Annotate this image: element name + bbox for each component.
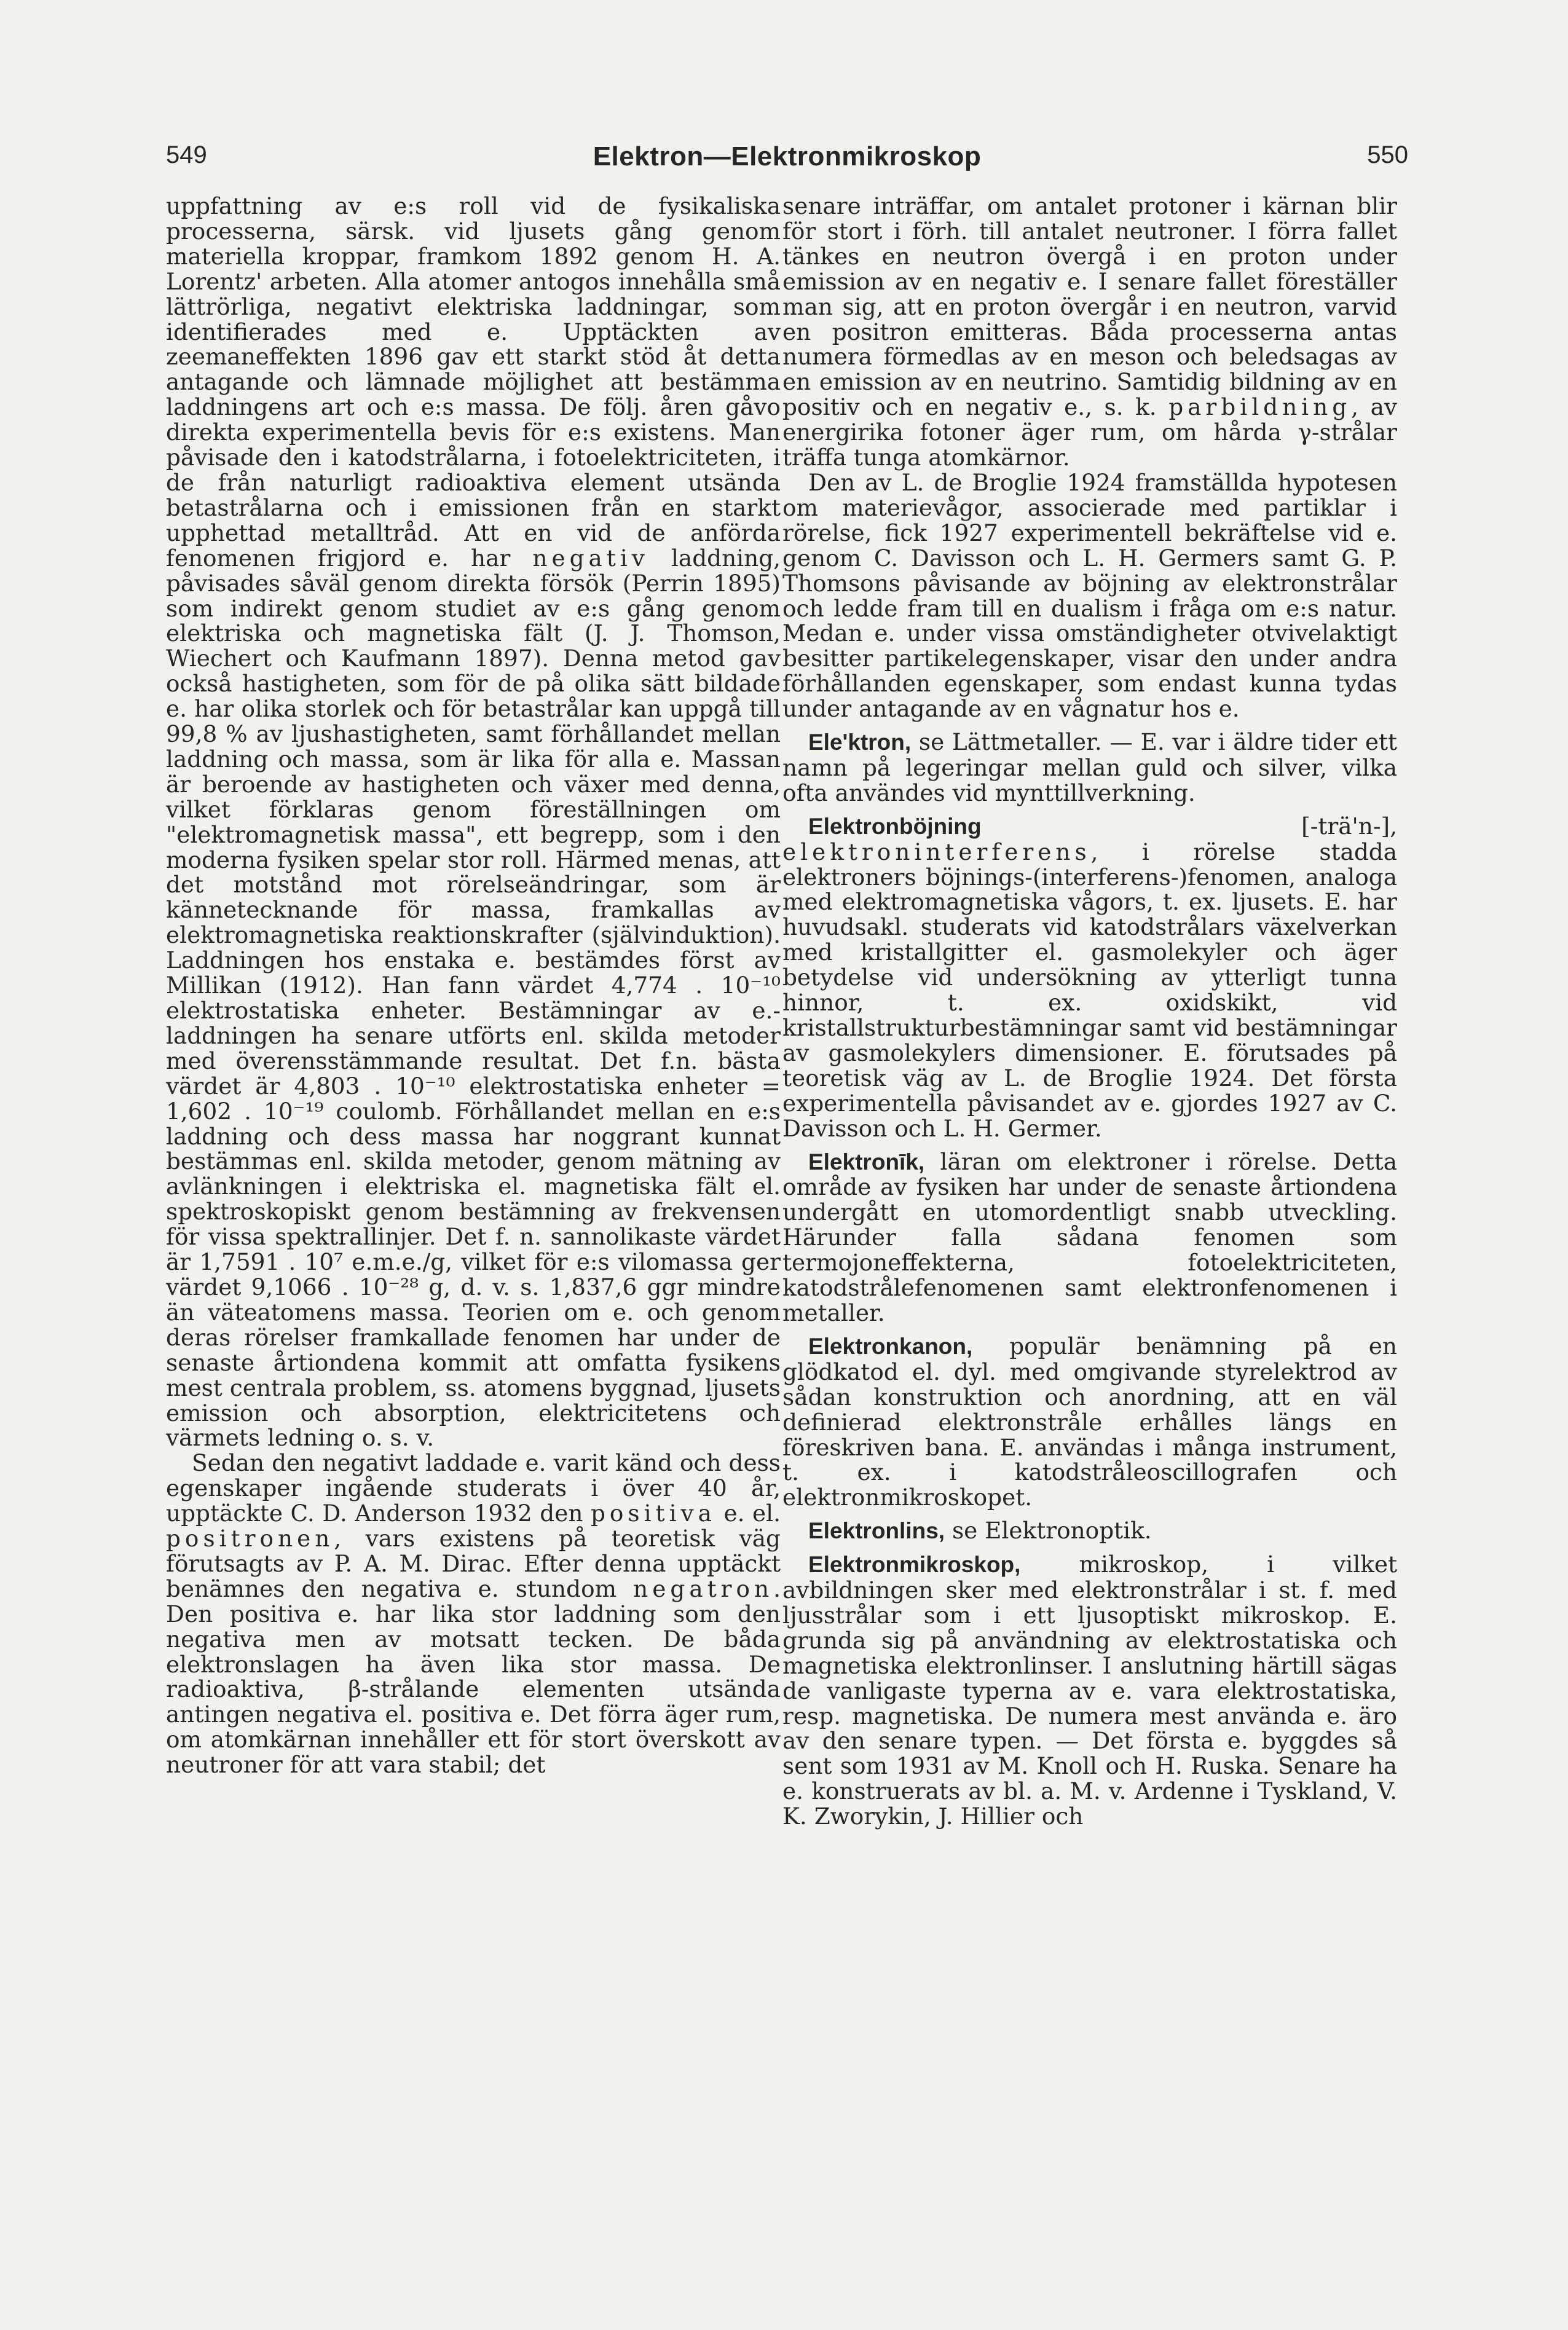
entry-elektron: Ele'ktron, se Lättmetaller. — E. var i äldre tider ett namn på legeringar mellan guld och silver, vilka ofta användes vid mynttillverkning. <box>782 728 1397 806</box>
paragraph: Sedan den negativt laddade e. varit känd och dess egenskaper ingående studerats i över 40 år, upptäckte C. D. Anderson 1932 den positiva e. el. positronen, vars existens på teoretisk väg förutsagts av P. A. M. Dirac. Efter denna upptäckt benämnes den negativa e. stundom negatron. Den positiva e. har lika stor laddning som den negativa men av motsatt tecken. De båda elektronslagen ha även lika stor massa. De radioaktiva, β-strålande elementen utsända antingen negativa el. positiva e. Det förra äger rum, om atomkärnan innehåller ett för stort överskott av neutroner för att vara stabil; det <box>166 1449 781 1779</box>
page-number-left: 549 <box>166 141 207 168</box>
paragraph: senare inträffar, om antalet protoner i kärnan blir för stort i förh. till antalet neutroner. I förra fallet tänkes en neutron övergå i en proton under emission av en negativ e. I senare fallet föreställer man sig, att en proton övergår i en neutron, varvid en positron emitteras. Båda processerna antas numera förmedlas av en meson och beledsagas av en emission av en neutrino. Samtidig bildning av en positiv och en negativ e., s. k. parbildning, av energirika fotoner äger rum, om hårda γ-strålar träffa tunga atomkärnor. <box>782 192 1397 471</box>
entry-elektronbojning: Elektronböjning [-trä'n-], elektroninterferens, i rörelse stadda elektroners böjnings-(interferens-)fenomen, analoga med elektromagnetiska vågors, t. ex. ljusets. E. har huvudsakl. studerats vid katodstrålars växelverkan med kristallgitter el. gasmolekyler och äger betydelse vid undersökning av ytterligt tunna hinnor, t. ex. oxidskikt, vid kristallstrukturbestämningar samt vid bestämningar av gasmolekylers dimensioner. E. förutsades på teoretisk väg av L. de Broglie 1924. Det första experimentella påvisandet av e. gjordes 1927 av C. Davisson och L. H. Germer. <box>782 812 1397 1142</box>
left-column <box>166 194 781 1777</box>
entry-elektronlins: Elektronlins, se Elektronoptik. <box>808 1517 1152 1545</box>
headword: Elektronböjning <box>808 813 982 839</box>
running-title: Elektron—Elektronmikroskop <box>593 141 982 171</box>
page-header <box>166 141 1408 184</box>
entry-elektronkanon: Elektronkanon, populär benämning på en glödkatod el. dyl. med omgivande styrelektrod av sådan konstruktion och anordning, att en väl definierad elektronstråle erhålles längs en föreskriven bana. E. användas i många instrument, t. ex. i katodstråleoscillografen och elektronmikroskopet. <box>782 1332 1397 1511</box>
entry-elektronmikroskop: Elektronmikroskop, mikroskop, i vilket avbildningen sker med elektronstrålar i st. f. med ljusstrålar som i ett ljusoptiskt mikroskop. E. grunda sig på användning av elektrostatiska och magnetiska elektronlinser. I anslutning härtill sägas de vanligaste typerna av e. vara elektrostatiska, resp. magnetiska. De numera mest använda e. äro av den senare typen. — Det första e. byggdes så sent som 1931 av M. Knoll och H. Ruska. Senare ha e. konstruerats av bl. a. M. v. Ardenne i Tyskland, V. K. Zworykin, J. Hillier och <box>782 1551 1397 1830</box>
entry-elektronik: Elektronīk, läran om elektroner i rörelse. Detta område av fysiken har under de senaste årtiondena undergått en utomordentligt snabb utveckling. Härunder falla sådana fenomen som termojoneffekterna, fotoelektriciteten, katodstrålefenomenen samt elektronfenomenen i metaller. <box>782 1147 1397 1326</box>
paragraph: uppfattning av e:s roll vid de fysikaliska processerna, särsk. vid ljusets gång genom materiella kroppar, framkom 1892 genom H. A. Lorentz' arbeten. Alla atomer antogos innehålla små lättrörliga, negativt elektriska laddningar, som identifierades med e. Upptäckten av zeemaneffekten 1896 gav ett starkt stöd åt detta antagande och lämnade möjlighet att bestämma laddningens art och e:s massa. De följ. åren gåvo direkta experimentella bevis för e:s existens. Man påvisade den i katodstrålarna, i fotoelektriciteten, i de från naturligt radioaktiva element utsända betastrålarna och i emissionen från en starkt upphettad metalltråd. Att en vid de anförda fenomenen frigjord e. har negativ laddning, påvisades såväl genom direkta försök (Perrin 1895) som indirekt genom studiet av e:s gång genom elektriska och magnetiska fält (J. J. Thomson, Wiechert och Kaufmann 1897). Denna metod gav också hastigheten, som för de på olika sätt bildade e. har olika storlek och för betastrålar kan uppgå till 99,8 % av ljushastigheten, samt förhållandet mellan laddning och massa, som är lika för alla e. Massan är beroende av hastigheten och växer med denna, vilket förklaras genom föreställningen om "elektromagnetisk massa", ett begrepp, som i den moderna fysiken spelar stor roll. Härmed menas, att det motstånd mot rörelseändringar, som är kännetecknande för massa, framkallas av elektromagnetiska reaktionskrafter (självinduktion). Laddningen hos enstaka e. bestämdes först av Millikan (1912). Han fann värdet 4,774 . 10⁻¹⁰ elektrostatiska enheter. Bestämningar av e.-laddningen ha senare utförts enl. skilda metoder med överensstämmande resultat. Det f.n. bästa värdet är 4,803 . 10⁻¹⁰ elektrostatiska enheter = 1,602 . 10⁻¹⁹ coulomb. Förhållandet mellan en e:s laddning och dess massa har noggrant kunnat bestämmas enl. skilda metoder, genom mätning av avlänkningen i elektriska el. magnetiska fält el. spektroskopiskt genom bestämning av frekvensen för vissa spektrallinjer. Det f. n. sannolikaste värdet är 1,7591 . 10⁷ e.m.e./g, vilket för e:s vilomassa ger värdet 9,1066 . 10⁻²⁸ g, d. v. s. 1,837,6 ggr mindre än väteatomens massa. Teorien om e. och genom deras rörelser framkallade fenomen har under de senaste årtiondena kommit att omfatta fysikens mest centrala problem, ss. atomens byggnad, ljusets emission och absorption, elektricitetens och värmets ledning o. s. v. <box>166 192 781 1452</box>
headword: Elektronīk, <box>808 1149 925 1175</box>
right-column <box>782 194 1397 1829</box>
headword: Elektronmikroskop, <box>808 1552 1021 1578</box>
headword: Elektronkanon, <box>808 1333 973 1359</box>
headword: Ele'ktron, <box>808 730 912 755</box>
paragraph: Den av L. de Broglie 1924 framställda hypotesen om materievågor, associerade med partiklar i rörelse, fick 1927 experimentell bekräftelse vid e. genom C. Davisson och L. H. Germers samt G. P. Thomsons påvisande av böjning av elektronstrålar och ledde fram till en dualism i fråga om e:s natur. Medan e. under vissa omständigheter otvivelaktigt besitter partikelegenskaper, visar den under andra förhållanden egenskaper, som endast kunna tydas under antagande av en vågnatur hos e. <box>782 468 1397 723</box>
headword: Elektronlins, <box>808 1518 945 1544</box>
page-number-right: 550 <box>1367 141 1408 168</box>
